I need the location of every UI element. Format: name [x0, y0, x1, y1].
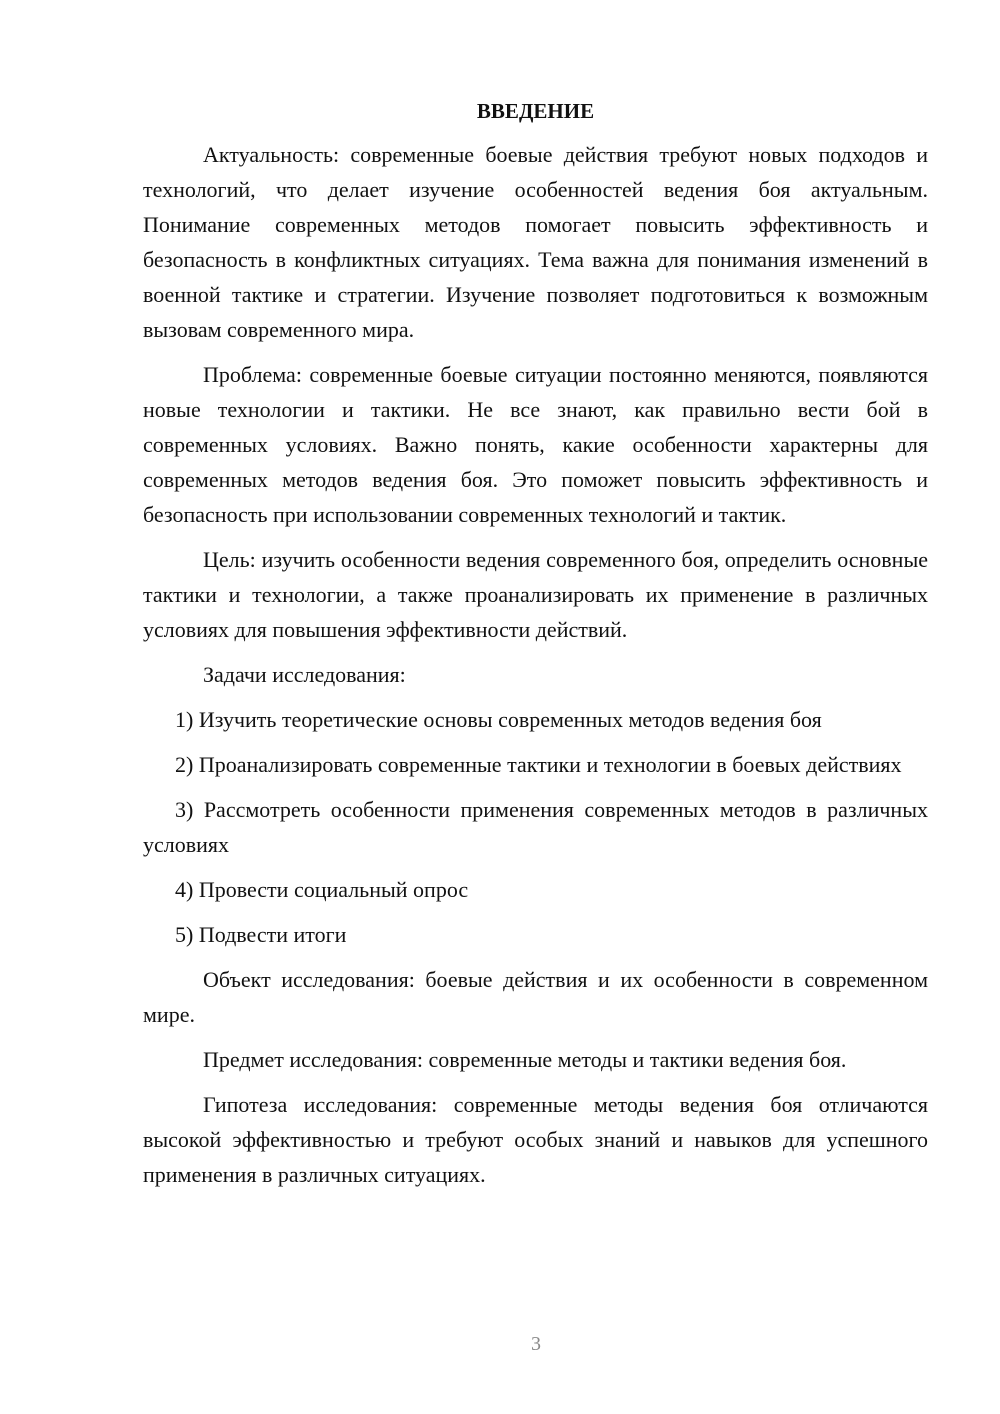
tasks-list [143, 702, 928, 952]
list-item: 3) Рассмотреть особенности применения современных методов в различных условиях [143, 797, 928, 857]
paragraph-problem: Проблема: современные боевые ситуации постоянно меняются, появляются новые технологии и тактики. Не все знают, как правильно вести бой в современных условиях. Важно понять, какие особенности характерны для современных методов ведения боя. Это поможет повысить эффективность и безопасность при использовании современных технологий и тактик. [143, 362, 928, 527]
list-item: 4) Провести социальный опрос [175, 877, 469, 902]
page-number: 3 [531, 1333, 541, 1355]
paragraph-relevance: Актуальность: современные боевые действия требуют новых подходов и технологий, что делает изучение особенностей ведения боя актуальным. Понимание современных методов помогает повысить эффективность и безопасность в конфликтных ситуациях. Тема важна для понимания изменений в военной тактике и стратегии. Изучение позволяет подготовиться к возможным вызовам современного мира. [143, 142, 928, 342]
section-title: ВВЕДЕНИЕ [476, 99, 595, 123]
paragraph-object: Объект исследования: боевые действия и их особенности в современном мире. [143, 967, 928, 1027]
paragraph-hypothesis: Гипотеза исследования: современные методы ведения боя отличаются высокой эффективностью и требуют особых знаний и навыков для успешного применения в различных ситуациях. [143, 1092, 928, 1187]
list-item: 5) Подвести итоги [175, 922, 347, 947]
paragraph-goal: Цель: изучить особенности ведения современного боя, определить основные тактики и технологии, а также проанализировать их применение в различных условиях для повышения эффективности действий. [143, 547, 928, 642]
list-item: 1) Изучить теоретические основы современных методов ведения боя [175, 707, 822, 732]
list-item: 2) Проанализировать современные тактики и технологии в боевых действиях [175, 752, 902, 777]
tasks-heading: Задачи исследования: [203, 662, 406, 687]
paragraph-subject: Предмет исследования: современные методы и тактики ведения боя. [203, 1047, 847, 1072]
document-page [143, 96, 928, 1202]
